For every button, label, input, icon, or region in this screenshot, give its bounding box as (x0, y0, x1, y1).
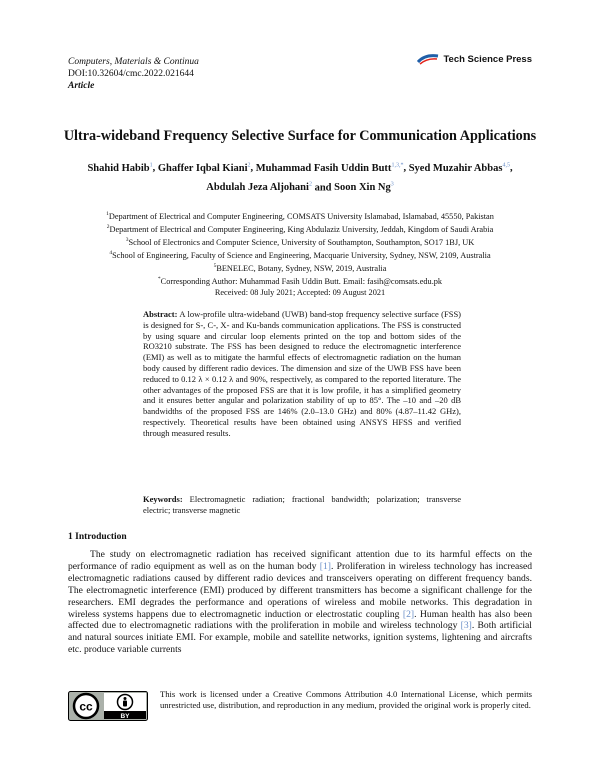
abstract-text: A low-profile ultra-wideband (UWB) band-stop frequency selective surface (FSS) is designed for S-, C-, X- and Ku-bands communication applications. The FSS is constructed by using square and circular loop elements printed on the top and bottom sides of the RO3210 substrate. The FSS has been designed to reduce the electromagnetic interference (EMI) as well as to mitigate the harmful effects of electromagnetic radiation on the human body caused by different radio devices. The dimension and size of the UWB FSS have been reduced to 0.12 λ × 0.12 λ and 90%, respectively, as compared to the reported literature. The other advantages of the proposed FSS are that it is low profile, it has a simplified geometry and it ensures better angular and polarization stability of up to 85°. The –10 and –20 dB bandwidths of the proposed FSS are 146% (2.0–13.0 GHz) and 80% (4.87–11.42 GHz), respectively. Theoretical results have been obtained using ANSYS HFSS and verified through measured results. (143, 309, 462, 438)
author: Abdulah Jeza Aljohani$^2$ (206, 181, 312, 193)
by-label: BY (120, 713, 130, 720)
affiliations (40, 209, 560, 298)
introduction-paragraph: The study on electromagnetic radiation has received significant attention due to its harmful effects on the performance of radio equipment as well as on the human body [1]. Proliferation in wireless technology has increased electromagnetic radiations caused by different radio devices and transceivers operating on different frequency bands. The electromagnetic interference (EMI) produced by different transmitters has become a significant challenge for the researchers. EMI degrades the performance and operations of wireless and mobile networks. This degradation in wireless systems happens due to electromagnetic induction or electrostatic coupling [2]. Human health has also been affected due to electromagnetic radiations with the proliferation in mobile and wireless technology [3]. Both artificial and natural sources initiate EMI. For example, mobile and satellite networks, ignition systems, lightening and aircrafts etc. produce variable currents (68, 549, 532, 656)
affiliation: $^5$BENELEC, Botany, Sydney, NSW, 2019, Australia (213, 262, 387, 273)
doi-link[interactable]: DOI:10.32604/cmc.2022.021644 (68, 69, 194, 79)
journal-name: Computers, Materials & Continua (68, 57, 199, 67)
citation-link[interactable]: [2] (402, 608, 415, 620)
author-list: Shahid Habib$^1$, Ghaffer Iqbal Kiani$^2$, Muhammad Fasih Uddin Butt$^{1,3,*}$, Syed Muzahir Abbas$^{4,5}$, Abdulah Jeza Aljohani$^2$ and Soon Xin Ng$^3$ (87, 162, 513, 193)
affiliation: $^4$School of Engineering, Faculty of Science and Engineering, Macquarie University, Sydney, NSW, 2109, Australia (109, 249, 491, 260)
author: Soon Xin Ng$^3$ (334, 181, 394, 193)
affiliation: $^3$School of Electronics and Computer Science, University of Southampton, Southampton, SO17 1BJ, UK (125, 236, 475, 247)
section-heading-introduction: 1 Introduction (68, 532, 127, 542)
affiliation: $^1$Department of Electrical and Computer Engineering, COMSATS University Islamabad, Islamabad, 45550, Pakistan (106, 211, 494, 221)
corresponding-author: *Corresponding Author: Muhammad Fasih Uddin Butt. Email: fasih@comsats.edu.pk (157, 275, 443, 286)
paper-title: Ultra-wideband Frequency Selective Surface for Communication Applications (63, 128, 537, 144)
publisher-logo[interactable] (417, 53, 532, 65)
article-type: Article (68, 81, 95, 91)
abstract-label: Abstract: (143, 309, 178, 319)
keywords (143, 494, 461, 516)
cc-label: cc (79, 699, 93, 714)
affiliation: $^2$Department of Electrical and Computer Engineering, King Abdulaziz University, Jeddah, Kingdom of Saudi Arabia (106, 223, 494, 234)
citation-link[interactable]: [1] (319, 560, 331, 572)
cc-by-icon (68, 691, 148, 721)
citation-link[interactable]: [3] (460, 620, 472, 632)
license-text: This work is licensed under a Creative Commons Attribution 4.0 International License, which permits unrestricted use, distribution, and reproduction in any medium, provided the original work is properly cited. (160, 689, 532, 710)
publisher-swoosh-icon (417, 53, 439, 65)
keywords-text: Electromagnetic radiation; fractional bandwidth; polarization; transverse electric; transverse magnetic (143, 494, 462, 515)
publisher-name: Tech Science Press (443, 53, 532, 65)
abstract (143, 309, 461, 439)
keywords-label: Keywords: (143, 494, 183, 504)
cc-by-license-badge[interactable] (68, 691, 148, 721)
received-accepted-dates: Received: 08 July 2021; Accepted: 09 August 2021 (214, 287, 386, 297)
author: Muhammad Fasih Uddin Butt$^{1,3,*}$ (255, 162, 404, 174)
author: Shahid Habib$^1$ (87, 162, 153, 174)
author: Syed Muzahir Abbas$^{4,5}$ (408, 162, 510, 174)
author: Ghaffer Iqbal Kiani$^2$ (157, 162, 251, 174)
